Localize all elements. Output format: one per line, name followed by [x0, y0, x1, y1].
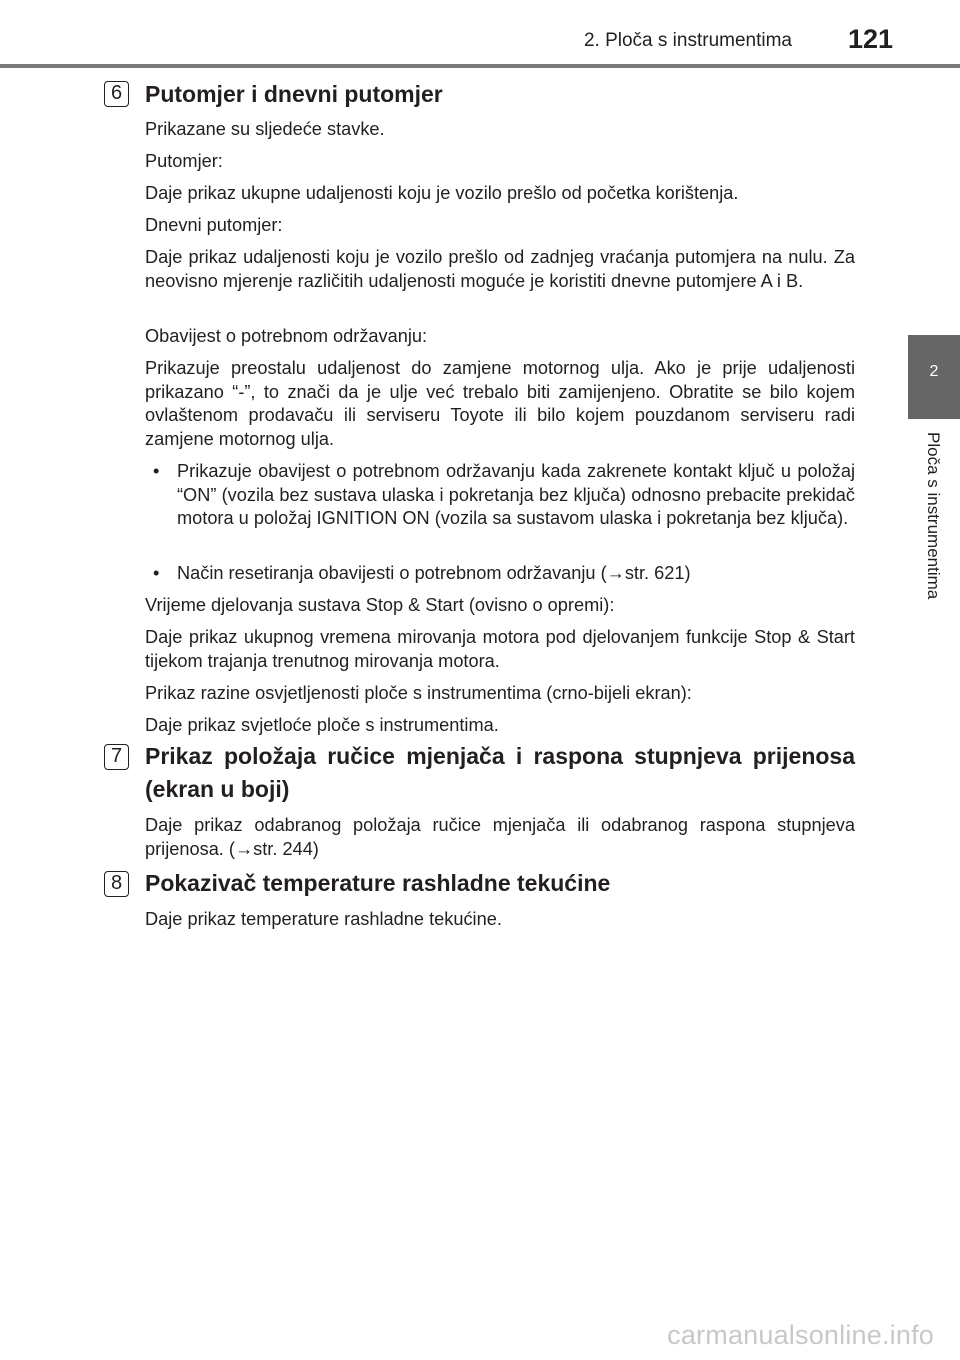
- chapter-tab: [908, 335, 960, 419]
- paragraph: Prikazane su sljedeće stavke.: [145, 119, 385, 139]
- bullet-marker: •: [153, 563, 160, 583]
- page-number: 121: [848, 24, 894, 54]
- paragraph: Daje prikaz ukupne udaljenosti koju je vozilo prešlo od početka korištenja.: [145, 183, 739, 203]
- watermark: carmanualsonline.info: [667, 1320, 934, 1350]
- paragraph: Dnevni putomjer:: [145, 215, 283, 235]
- paragraph: Putomjer:: [145, 151, 223, 171]
- section-title: Prikaz položaja ručice mjenjača i raspona stupnjeva prijenosa (ekran u boji): [145, 743, 855, 802]
- paragraph: Daje prikaz temperature rashladne tekućine.: [145, 909, 502, 929]
- paragraph: Daje prikaz svjetloće ploče s instrumentima.: [145, 715, 499, 735]
- section-number-badge: 8: [104, 871, 129, 897]
- paragraph: Daje prikaz udaljenosti koju je vozilo prešlo od zadnjeg vraćanja putomjera na nulu. Za neovisno mjerenje različitih udaljenosti moguće je koristiti dnevne putomjere A i B.: [145, 247, 855, 291]
- paragraph: Daje prikaz ukupnog vremena mirovanja motora pod djelovanjem funkcije Stop & Start tijekom trajanja trenutnog mirovanja motora.: [145, 627, 855, 671]
- bullet-item: [153, 460, 855, 531]
- section-title: Putomjer i dnevni putomjer: [145, 81, 443, 107]
- chapter-tab-label: Ploča s instrumentima: [924, 432, 943, 600]
- bullet-text: Način resetiranja obavijesti o potrebnom održavanju (→str. 621): [177, 563, 691, 583]
- page-header: [0, 0, 960, 54]
- bullet-item: [153, 562, 855, 586]
- header-rule: [0, 64, 960, 68]
- paragraph: Prikaz razine osvjetljenosti ploče s instrumentima (crno-bijeli ekran):: [145, 683, 692, 703]
- chapter-tab-number: 2: [929, 363, 939, 380]
- section-title: Pokazivač temperature rashladne tekućine: [145, 870, 611, 896]
- bullet-marker: •: [153, 461, 160, 481]
- chapter-title: 2. Ploča s instrumentima: [583, 30, 792, 51]
- paragraph: Vrijeme djelovanja sustava Stop & Start (ovisno o opremi):: [145, 595, 615, 615]
- paragraph: Daje prikaz odabranog položaja ručice mjenjača ili odabranog raspona stupnjeva prijenosa. (→str. 244): [145, 815, 855, 859]
- section-number-badge: 7: [104, 744, 129, 770]
- section-number-badge: 6: [104, 81, 129, 107]
- paragraph: Prikazuje preostalu udaljenost do zamjene motornog ulja. Ako je prije udaljenosti prikazano “-”, to znači da je ulje već trebalo biti zamijenjeno. Obratite se bilo kojem ovlaštenom prodavaču ili serviseru Toyote ili bilo kojem pouzdanom serviseru radi zamjene motornog ulja.: [145, 358, 855, 449]
- paragraph: Obavijest o potrebnom održavanju:: [145, 326, 428, 346]
- bullet-text: Prikazuje obavijest o potrebnom održavanju kada zakrenete kontakt ključ u položaj “ON” (vozila bez sustava ulaska i pokretanja bez ključa) odnosno prebacite prekidač motora u položaj IGNITION ON (vozila sa sustavom ulaska i pokretanja bez ključa).: [177, 461, 855, 528]
